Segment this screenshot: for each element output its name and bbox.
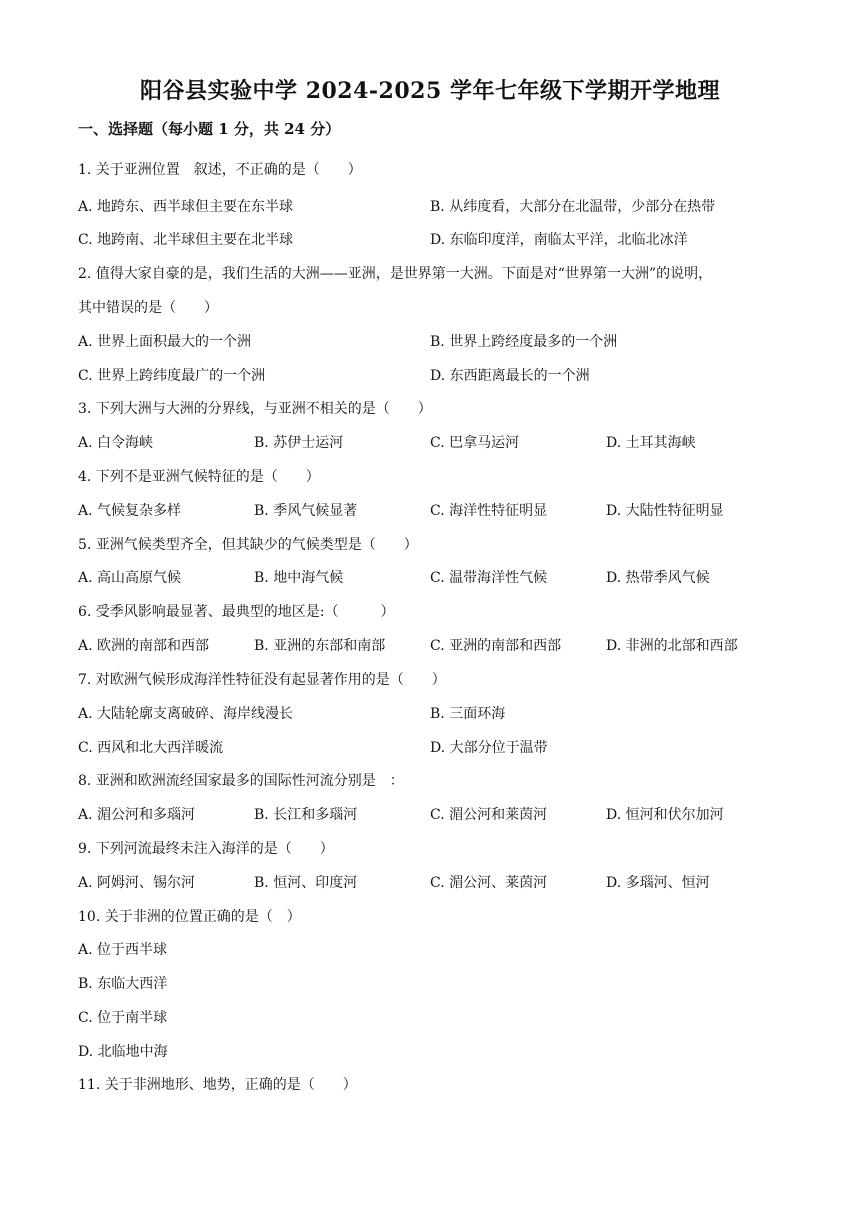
question-6-option-b: B. 亚洲的东部和南部	[254, 638, 386, 654]
question-4-option-b: B. 季风气候显著	[254, 503, 358, 519]
question-10-option-a: A. 位于西半球	[78, 942, 168, 958]
page-title: 阳谷县实验中学 2024-2025 学年七年级下学期开学地理	[140, 78, 720, 104]
question-9-option-c: C. 湄公河、莱茵河	[430, 875, 548, 891]
question-4-option-a: A. 气候复杂多样	[78, 503, 182, 519]
section-heading: 一、选择题（每小题 1 分，共 24 分）	[78, 120, 341, 138]
question-8-option-a: A. 湄公河和多瑙河	[78, 807, 196, 823]
question-1-option-a: A. 地跨东、西半球但主要在东半球	[78, 199, 294, 215]
question-6-option-a: A. 欧洲的南部和西部	[78, 638, 210, 654]
question-7-option-a: A. 大陆轮廓支离破碎、海岸线漫长	[78, 706, 294, 722]
question-1-option-b: B. 从纬度看，大部分在北温带，少部分在热带	[430, 199, 716, 215]
question-3-stem: 3. 下列大洲与大洲的分界线，与亚洲不相关的是（ ）	[78, 401, 432, 417]
question-8-option-c: C. 湄公河和莱茵河	[430, 807, 548, 823]
question-10-option-b: B. 东临大西洋	[78, 976, 168, 992]
question-3-option-b: B. 苏伊士运河	[254, 435, 344, 451]
question-2-stem-line2: 其中错误的是（ ）	[78, 300, 218, 316]
question-6-stem: 6. 受季风影响最显著、最典型的地区是:（ ）	[78, 604, 395, 620]
question-4-option-c: C. 海洋性特征明显	[430, 503, 548, 519]
question-10-option-d: D. 北临地中海	[78, 1044, 168, 1060]
question-10-option-c: C. 位于南半球	[78, 1010, 168, 1026]
question-3-option-a: A. 白令海峡	[78, 435, 154, 451]
question-4-stem: 4. 下列不是亚洲气候特征的是（ ）	[78, 469, 320, 485]
question-7-option-b: B. 三面环海	[430, 706, 506, 722]
question-7-stem: 7. 对欧洲气候形成海洋性特征没有起显著作用的是（ ）	[78, 672, 446, 688]
question-10-stem: 10. 关于非洲的位置正确的是（ ）	[78, 909, 301, 925]
question-9-option-d: D. 多瑙河、恒河	[606, 875, 710, 891]
question-8-stem: 8. 亚洲和欧洲流经国家最多的国际性河流分别是 ：	[78, 773, 404, 789]
question-3-option-d: D. 土耳其海峡	[606, 435, 696, 451]
question-8-option-d: D. 恒河和伏尔加河	[606, 807, 724, 823]
question-2-option-b: B. 世界上跨经度最多的一个洲	[430, 334, 618, 350]
question-5-option-d: D. 热带季风气候	[606, 570, 710, 586]
question-2-option-c: C. 世界上跨纬度最广的一个洲	[78, 368, 266, 384]
question-9-option-b: B. 恒河、印度河	[254, 875, 358, 891]
question-2-stem-line1: 2. 值得大家自豪的是，我们生活的大洲——亚洲，是世界第一大洲。下面是对“世界第一大洲”的说明，	[78, 266, 713, 282]
question-8-option-b: B. 长江和多瑙河	[254, 807, 358, 823]
question-1-option-c: C. 地跨南、北半球但主要在北半球	[78, 232, 294, 248]
question-5-option-a: A. 高山高原气候	[78, 570, 182, 586]
question-6-option-c: C. 亚洲的南部和西部	[430, 638, 562, 654]
question-2-option-d: D. 东西距离最长的一个洲	[430, 368, 590, 384]
question-7-option-d: D. 大部分位于温带	[430, 740, 548, 756]
question-2-option-a: A. 世界上面积最大的一个洲	[78, 334, 252, 350]
question-7-option-c: C. 西风和北大西洋暖流	[78, 740, 224, 756]
question-5-option-c: C. 温带海洋性气候	[430, 570, 548, 586]
question-5-option-b: B. 地中海气候	[254, 570, 344, 586]
question-1-stem: 1. 关于亚洲位置 叙述，不正确的是（ ）	[78, 162, 362, 178]
question-11-stem: 11. 关于非洲地形、地势，正确的是（ ）	[78, 1077, 357, 1093]
question-5-stem: 5. 亚洲气候类型齐全，但其缺少的气候类型是（ ）	[78, 537, 418, 553]
question-9-stem: 9. 下列河流最终未注入海洋的是（ ）	[78, 841, 334, 857]
question-9-option-a: A. 阿姆河、锡尔河	[78, 875, 196, 891]
question-1-option-d: D. 东临印度洋，南临太平洋，北临北冰洋	[430, 232, 688, 248]
question-6-option-d: D. 非洲的北部和西部	[606, 638, 738, 654]
question-4-option-d: D. 大陆性特征明显	[606, 503, 724, 519]
question-3-option-c: C. 巴拿马运河	[430, 435, 520, 451]
